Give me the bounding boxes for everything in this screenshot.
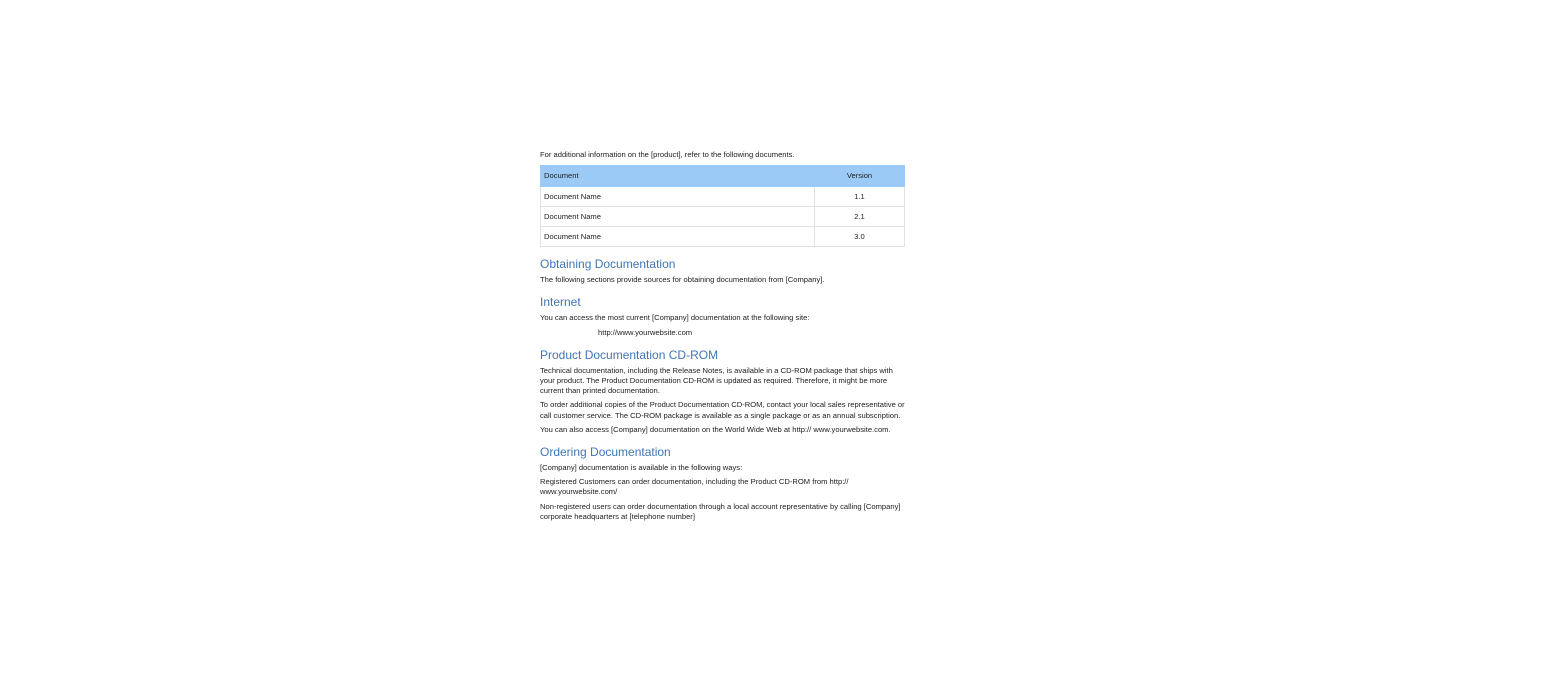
- obtaining-documentation-text: The following sections provide sources for obtaining documentation from [Company].: [540, 275, 825, 285]
- documents-table: [540, 165, 905, 247]
- cdrom-paragraph-3: You can also access [Company] documentation on the World Wide Web at http:// www.yourwebsite.com.: [540, 424, 891, 434]
- table-header-row: [541, 166, 905, 187]
- ordering-paragraph-2: Registered Customers can order documentation, including the Product CD-ROM from http:// www.yourwebsite.com/: [540, 477, 849, 497]
- internet-text: You can access the most current [Company] documentation at the following site:: [540, 313, 810, 323]
- cdrom-paragraph-2: To order additional copies of the Product Documentation CD-ROM, contact your local sales representative or call customer service. The CD-ROM package is available as a single package or as an annual subscription.: [540, 400, 905, 420]
- cdrom-heading: Product Documentation CD-ROM: [540, 347, 719, 362]
- internet-heading: Internet: [540, 295, 581, 310]
- version-cell: 1.1: [815, 187, 905, 207]
- version-cell: 2.1: [815, 207, 905, 227]
- ordering-paragraph-3: Non-registered users can order documentation through a local account representative by calling [Company] corporate headquarters at [telephone number]: [540, 501, 901, 521]
- website-link[interactable]: http://www.yourwebsite.com: [598, 327, 693, 337]
- document-name-cell: Document Name: [541, 187, 815, 207]
- version-cell: 3.0: [815, 227, 905, 247]
- table-row: [541, 227, 905, 247]
- ordering-paragraph-1: [Company] documentation is available in the following ways:: [540, 463, 743, 473]
- cdrom-paragraph-1: Technical documentation, including the Release Notes, is available in a CD-ROM package that ships with your product. The Product Documentation CD-ROM is updated as required. Therefore, it might be more current than printed documentation.: [540, 365, 893, 396]
- ordering-documentation-heading: Ordering Documentation: [540, 445, 671, 460]
- column-header-version: Version: [815, 166, 905, 187]
- obtaining-documentation-heading: Obtaining Documentation: [540, 257, 676, 272]
- table-row: [541, 207, 905, 227]
- document-name-cell: Document Name: [541, 227, 815, 247]
- intro-text: For additional information on the [product], refer to the following documents.: [540, 150, 795, 159]
- document-name-cell: Document Name: [541, 207, 815, 227]
- column-header-document: Document: [541, 166, 815, 187]
- document-page: [540, 150, 905, 526]
- table-row: [541, 187, 905, 207]
